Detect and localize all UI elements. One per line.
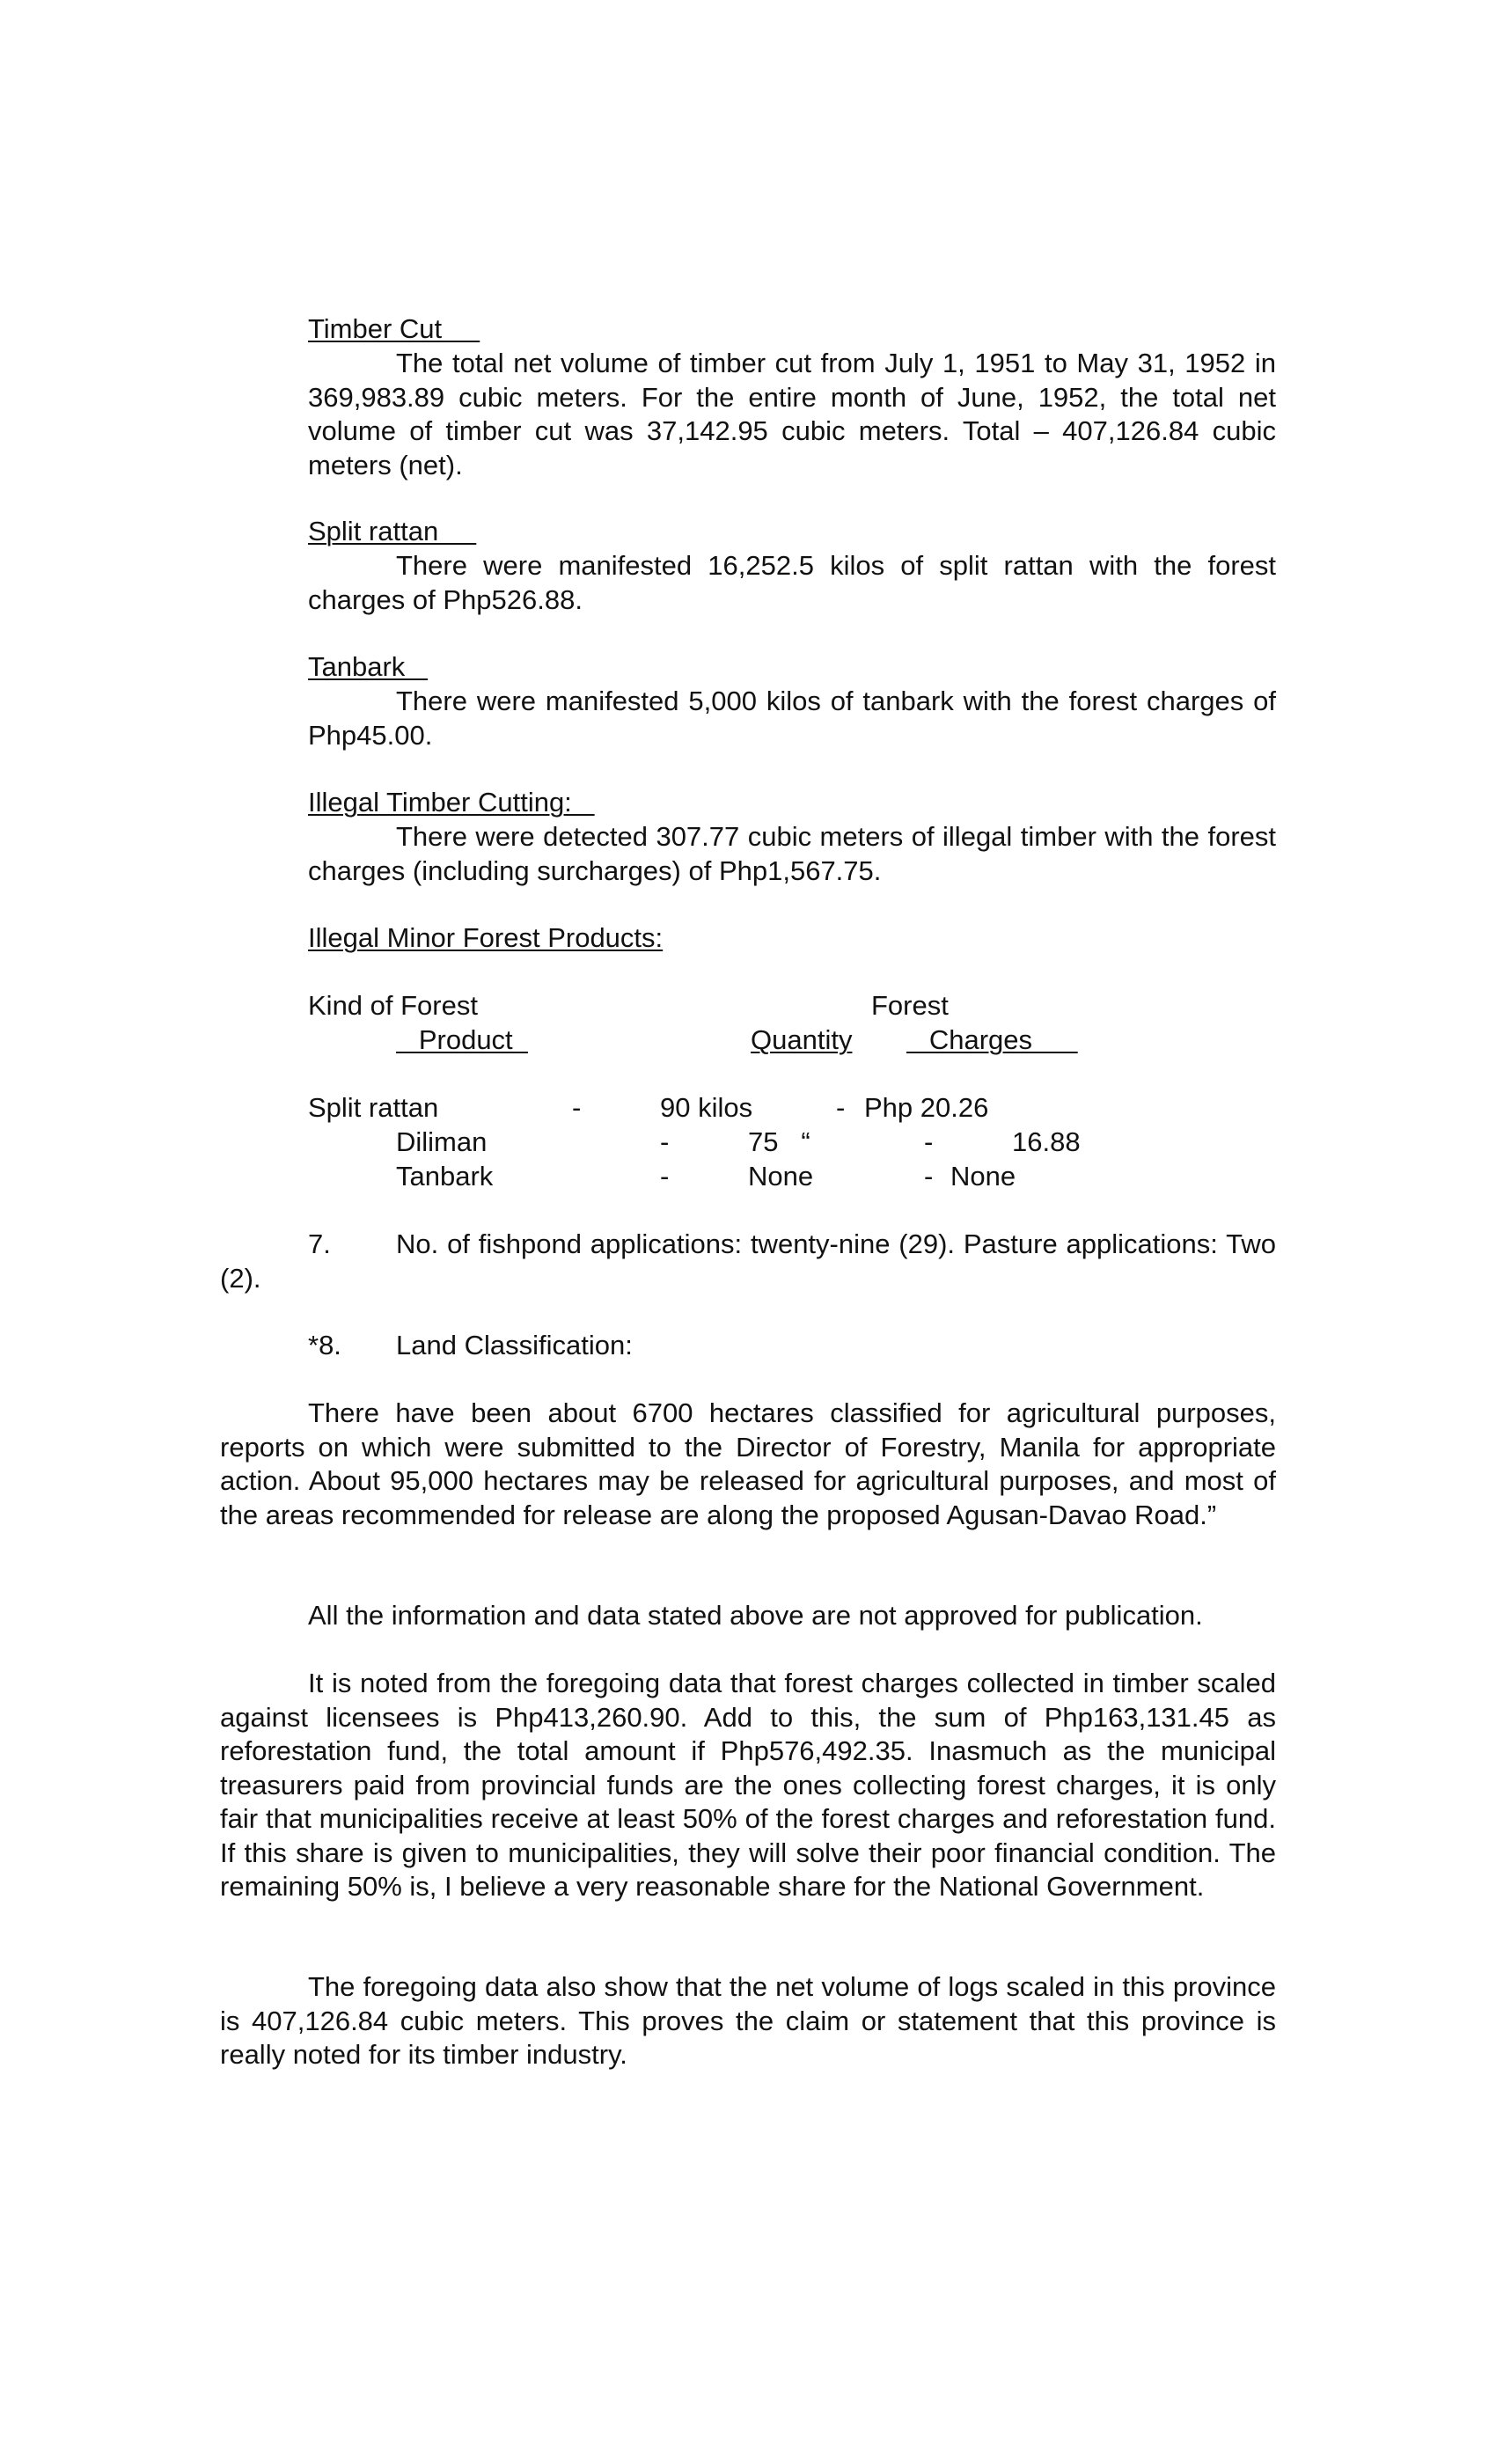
illegal-minor-heading: Illegal Minor Forest Products: bbox=[308, 922, 664, 953]
col-charges-header: Charges bbox=[906, 1024, 1078, 1055]
tanbark-heading: Tanbark bbox=[308, 651, 429, 682]
table-row-name: Tanbark bbox=[396, 1161, 494, 1192]
col-quantity-header: Quantity bbox=[751, 1024, 853, 1055]
col-kind-header: Kind of Forest bbox=[308, 990, 478, 1021]
forest-charges-paragraph: It is noted from the foregoing data that forest charges collected in timber scaled against licensees is Php413,260.90. Add to this, the sum of Php163,131.45 as reforestation fund, the total amount if Php576,492.35. Inasmuch as the municipal treasurers paid from provincial funds are the ones collecting forest charges, it is only fair that municipalities receive at least 50% of the forest charges and reforestation fund. If this share is given to municipalities, they will solve their poor financial condition. The remaining 50% is, I believe a very reasonable share for the National Government. bbox=[220, 1668, 1276, 1902]
land-classification-paragraph: There have been about 6700 hectares classified for agricultural purposes, reports on which were submitted to the Director of Forestry, Manila for appropriate action. About 95,000 hectares may be released for agricultural purposes, and most of the areas recommended for release are along the proposed Agusan-Davao Road.” bbox=[220, 1397, 1276, 1530]
item8-number: *8. bbox=[308, 1330, 341, 1360]
col-forest-header: Forest bbox=[871, 990, 949, 1021]
table-row-charge: None bbox=[950, 1161, 1016, 1192]
split-rattan-heading: Split rattan bbox=[308, 516, 477, 546]
item7-number: 7. bbox=[308, 1228, 331, 1259]
illegal-timber-heading: Illegal Timber Cutting: bbox=[308, 787, 595, 818]
timber-cut-heading: Timber Cut bbox=[308, 313, 480, 344]
logs-volume-paragraph: The foregoing data also show that the net volume of logs scaled in this province is 407,126.84 cubic meters. This proves the claim or statement that this province is really noted for its timber industry. bbox=[220, 1971, 1276, 2070]
col-product-header: Product bbox=[396, 1024, 528, 1055]
item8-title: Land Classification: bbox=[396, 1330, 633, 1360]
table-row-dash: - bbox=[836, 1092, 846, 1123]
table-row-dash: - bbox=[660, 1161, 670, 1192]
illegal-timber-paragraph: There were detected 307.77 cubic meters of illegal timber with the forest charges (including surcharges) of Php1,567.75. bbox=[308, 821, 1276, 886]
item7-paragraph: No. of fishpond applications: twenty-nine (29). Pasture applications: Two (2). bbox=[220, 1228, 1276, 1294]
table-row-dash: - bbox=[660, 1126, 670, 1157]
table-row-quantity: 90 kilos bbox=[660, 1092, 753, 1123]
timber-cut-paragraph: The total net volume of timber cut from July 1, 1951 to May 31, 1952 in 369,983.89 cubic meters. For the entire month of June, 1952, the total net volume of timber cut was 37,142.95 cubic meters. Total – 407,126.84 cubic meters (net). bbox=[308, 348, 1276, 480]
table-row-quantity: 75 “ bbox=[748, 1126, 810, 1157]
table-row-name: Split rattan bbox=[308, 1092, 439, 1123]
table-row-charge: Php 20.26 bbox=[864, 1092, 989, 1123]
table-row-dash: - bbox=[924, 1126, 934, 1157]
split-rattan-paragraph: There were manifested 16,252.5 kilos of split rattan with the forest charges of Php526.88. bbox=[308, 550, 1276, 615]
not-approved-note: All the information and data stated above are not approved for publication. bbox=[308, 1600, 1203, 1631]
table-row-charge: 16.88 bbox=[1012, 1126, 1081, 1157]
table-row-dash: - bbox=[572, 1092, 582, 1123]
table-row-name: Diliman bbox=[396, 1126, 488, 1157]
table-row-quantity: None bbox=[748, 1161, 814, 1192]
table-row-dash: - bbox=[924, 1161, 934, 1192]
tanbark-paragraph: There were manifested 5,000 kilos of tanbark with the forest charges of Php45.00. bbox=[308, 686, 1276, 751]
